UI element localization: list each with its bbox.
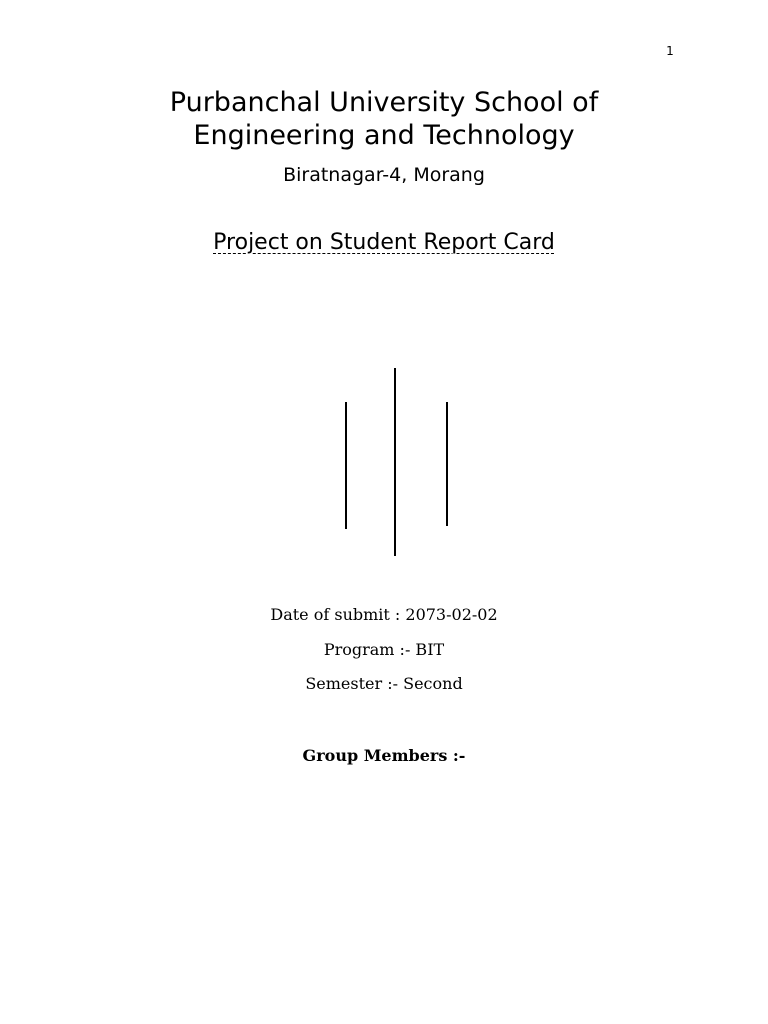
university-name-line-1: Purbanchal University School of <box>169 87 599 118</box>
page-number: 1 <box>666 44 674 58</box>
semester-info: Semester :- Second <box>305 674 463 693</box>
submission-date: Date of submit : 2073-02-02 <box>270 605 498 624</box>
university-address: Biratnagar-4, Morang <box>283 164 485 186</box>
group-members-heading: Group Members :- <box>302 746 466 765</box>
three-vertical-lines-icon <box>335 368 455 558</box>
university-name <box>0 86 768 152</box>
project-title <box>0 229 768 257</box>
university-name-line-2: Engineering and Technology <box>193 120 575 151</box>
program-info: Program :- BIT <box>323 640 445 659</box>
project-title-text: Project on Student Report Card <box>213 230 555 255</box>
